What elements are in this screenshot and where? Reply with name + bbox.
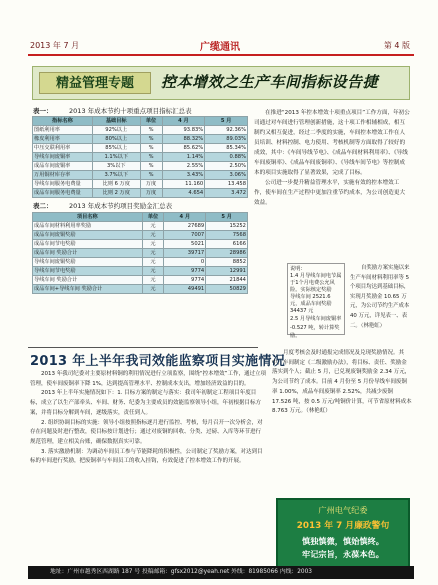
table-row xyxy=(33,285,248,294)
table-cell: 7568 xyxy=(206,231,248,240)
column-header: 单位 xyxy=(142,213,164,222)
table-cell: 7007 xyxy=(164,231,206,240)
topic-banner xyxy=(32,66,410,100)
table-cell: 成品车间+导线车间 奖励合计 xyxy=(33,285,143,294)
table-cell: 元 xyxy=(142,249,164,258)
table-cell: 3%以下 xyxy=(92,162,140,171)
table-cell: 成品车间节电奖励 xyxy=(33,240,143,249)
table-cell: 比则 2 万度 xyxy=(92,189,140,198)
table-cell: 5021 xyxy=(164,240,206,249)
table-cell: % xyxy=(140,171,162,180)
table-cell: 85.34% xyxy=(205,144,248,153)
table2-caption-prefix: 表二： xyxy=(33,202,53,210)
table-cell: 成品车间服务电费量 xyxy=(33,189,93,198)
table1-caption-text: 2013 年成本节约十项重点项目指标汇总表 xyxy=(69,107,192,115)
table-row xyxy=(33,267,248,276)
table-row xyxy=(33,276,248,285)
table-cell: 成品车间废铜奖励 xyxy=(33,231,143,240)
indicator-summary-table xyxy=(32,116,248,198)
table-header-row xyxy=(33,117,248,126)
table2-caption-text: 2013 年成本节约项目奖励金汇总表 xyxy=(69,202,173,210)
table-row xyxy=(33,240,248,249)
table-cell: 21844 xyxy=(206,276,248,285)
table-cell: 85.62% xyxy=(162,144,205,153)
reward-result-text xyxy=(350,264,412,338)
table-cell: 3.43% xyxy=(162,171,205,180)
table-cell: 导线车间废铜率 xyxy=(33,153,93,162)
issue-date: 2013 年 7 月 xyxy=(30,41,80,50)
page-number: 第 4 版 xyxy=(383,41,410,50)
promo-line: 牢记宗旨，永葆本色。 xyxy=(302,549,384,559)
table-row xyxy=(33,189,248,198)
table-cell: 13.458 xyxy=(205,180,248,189)
table-cell: 93.83% xyxy=(162,126,205,135)
note-line: 2.5 月导线车间废铜率 xyxy=(290,316,342,323)
table-cell: 27689 xyxy=(164,222,206,231)
table-cell: 9774 xyxy=(164,276,206,285)
table-cell: 28986 xyxy=(206,249,248,258)
table-cell: 3.472 xyxy=(205,189,248,198)
table-row xyxy=(33,153,248,162)
table-row xyxy=(33,222,248,231)
header-rule xyxy=(28,54,414,56)
table-cell: 导线车间 奖励合计 xyxy=(33,276,143,285)
table-cell: 11.160 xyxy=(162,180,205,189)
table-cell: 万用铜材库存率 xyxy=(33,171,93,180)
table-cell: % xyxy=(140,126,162,135)
article-paragraph: 月度考核会及时通报完成情况及兑现奖励情况。其中，车间制定《二级激励办法》，将目标、责任、奖励金落实到个人；截止 5 月，已兑现废铜奖励金 2.34 万元，为公司节约了成本。目前 4 月份至 5 月份导线车间废铜率 1.00%，成品车间废铜率 2.52%，共减少废铜 17.526 吨，按 0.5 万元/吨铜价计算，可节省原材料成本 8.763 万元。（林艳虹） xyxy=(272,350,412,415)
table-cell: 成品车间废铜率 xyxy=(33,162,93,171)
column-header: 5 月 xyxy=(205,117,248,126)
column-header: 单位 xyxy=(140,117,162,126)
table-cell: % xyxy=(140,144,162,153)
table-cell: 0.88% xyxy=(205,153,248,162)
article-paragraph: 自奖励方案实施以来生产车间材料利用率等 5 个项目均达到基础目标，实现月奖励金 10.65 万元，为公司节约生产成本 40 万元，详见表一、表二。（林艳虹） xyxy=(350,265,410,329)
table-cell: 元 xyxy=(142,240,164,249)
column-header: 项目名称 xyxy=(33,213,143,222)
page-header xyxy=(30,38,410,52)
table-cell: 成品车间 奖励合计 xyxy=(33,249,143,258)
supervision-article xyxy=(30,370,266,562)
reward-summary-table xyxy=(32,212,248,294)
table2-caption xyxy=(33,201,172,210)
article-paragraph: 2. 组织协调目标的实施：领导小组按照指标逐月进行监控、考核，每月召开一次分析会，对存在问题及时进行整改，使目标按计划进行；通过对废铜的回收、分类、过磅、入库等环节进行规范管理，建立相关台账，确保数据真实可靠。 xyxy=(30,419,263,445)
table-row xyxy=(33,171,248,180)
newsletter-title: 广缆通讯 xyxy=(200,42,240,53)
promo-line: 慎独慎微，慎始慎终。 xyxy=(302,536,384,546)
table-cell: 万度 xyxy=(140,189,162,198)
table-row xyxy=(33,231,248,240)
table-cell: 15252 xyxy=(206,222,248,231)
table-cell: 元 xyxy=(142,285,164,294)
table-cell: 元 xyxy=(142,231,164,240)
table-row xyxy=(33,135,248,144)
table-cell: 元 xyxy=(142,222,164,231)
table-cell: 2.55% xyxy=(162,162,205,171)
banner-headline: 控本增效之生产车间指标设告捷 xyxy=(161,73,379,91)
table-cell: 3.06% xyxy=(205,171,248,180)
table-cell: 比则 6 万度 xyxy=(92,180,140,189)
table-cell: 4.654 xyxy=(162,189,205,198)
table-cell: 2.50% xyxy=(205,162,248,171)
table-cell: 89.03% xyxy=(205,135,248,144)
section-rule xyxy=(28,347,258,348)
table-row xyxy=(33,144,248,153)
article-paragraph: 2013 年我司纪委对主要原材料铜的利用情况进行立项监察，围绕“控本增效”工作，通过立项管理，使车间废铜率下降 1%，达到提高管理水平、控制成本支出，增加经济效益的目的。 xyxy=(30,371,266,387)
table-row xyxy=(33,249,248,258)
column-header: 基础目标 xyxy=(92,117,140,126)
table-cell: 0 xyxy=(164,258,206,267)
column-header: 指标名称 xyxy=(33,117,93,126)
table-cell: 88.32% xyxy=(162,135,205,144)
table-cell: 导线车间节电奖励 xyxy=(33,267,143,276)
table-cell: 中压交联利用率 xyxy=(33,144,93,153)
table-cell: 85%以上 xyxy=(92,144,140,153)
table-header-row xyxy=(33,213,248,222)
supervision-article-continued xyxy=(272,349,412,491)
article-paragraph: 公司进一步提升精益管理水平，实施有效的控本增效工作，使车间在生产过程中更加注重节约成本，为公司创造更大效益。 xyxy=(254,180,406,206)
note-line: 说明： xyxy=(290,266,306,272)
table-cell: 1.1%以下 xyxy=(92,153,140,162)
table-row xyxy=(33,126,248,135)
table-cell: 元 xyxy=(142,267,164,276)
integrity-motto-box xyxy=(276,498,410,568)
project-summary-article xyxy=(254,108,410,256)
table-cell: 50829 xyxy=(206,285,248,294)
table-cell: 图纸利用率 xyxy=(33,126,93,135)
table-cell: % xyxy=(140,153,162,162)
note-line: 1.4 月导线车间电节属于1个月电费公允风险。实际核定奖励 xyxy=(290,273,342,294)
table-cell: 12991 xyxy=(206,267,248,276)
article-paragraph: 2013 年上半年实施情况如下：1. 目标方案的制定与落实：我司年初制定工程项目年度目标，成立了以生产部牵头、车间、财务、纪委为主要成员的效能监察领导小组，年初根据目标方案，并将目标分解到车间，逐级落实，责任到人。 xyxy=(30,390,262,416)
table-cell: 万度 xyxy=(140,180,162,189)
article-paragraph: 在推进“2013 年控本增效十项重点项目”工作方面，年初公司通过对车间进行管理创新措施，这十项工作相辅相成，相互制约又相互促进，经过二季度的实施，车间控本增效工作在人员培训、材料控制、电力使用、考核机制等方面取得了较好的成效，其中：《车间导线节电》、《成品车间材料利用率》、《导线车间废铜率》、《成品车间废铜率》、《导线车间节电》等控制成本的项目实施取得了显著效果，完成了目标。 xyxy=(254,110,410,176)
table-cell: 3.7%以下 xyxy=(92,171,140,180)
note-line: -0.527 吨，转计算奖励。 xyxy=(290,324,340,340)
column-header: 4 月 xyxy=(162,117,205,126)
table-cell: 橡皮利用率 xyxy=(33,135,93,144)
table-cell: 80%以上 xyxy=(92,135,140,144)
table-cell: % xyxy=(140,162,162,171)
table-cell: 导线车间服务电费量 xyxy=(33,180,93,189)
topic-label: 精益管理专题 xyxy=(39,72,151,94)
table-notes xyxy=(287,263,345,340)
table-cell: 元 xyxy=(142,258,164,267)
article-paragraph: 3. 落实激励机制：为调动车间员工参与节能降耗的积极性，公司制定了奖励方案，对达到目标的车间进行奖励，把废铜率与车间员工的收入挂钩，有效促进了控本增效工作的开展。 xyxy=(30,448,263,465)
promo-title: 广州电气纪委 xyxy=(318,505,368,515)
table-cell: % xyxy=(140,135,162,144)
table-cell: 39717 xyxy=(164,249,206,258)
table-row xyxy=(33,180,248,189)
table-cell: 92.36% xyxy=(205,126,248,135)
table-cell: 8852 xyxy=(206,258,248,267)
page-footer: 地址：广州市越秀区西湖路 187 号 投稿邮箱：gfsx2012@yeah.net 外线：81985066 内线：2003 xyxy=(28,566,414,579)
table-cell: 49491 xyxy=(164,285,206,294)
promo-subtitle: 2013 年 7 月廉政警句 xyxy=(296,521,390,531)
column-header: 5 月 xyxy=(206,213,248,222)
table1-caption-prefix: 表一： xyxy=(33,107,53,115)
table-cell: 成品车间材料利用率奖励 xyxy=(33,222,143,231)
table1-caption xyxy=(33,106,192,115)
table-cell: 元 xyxy=(142,276,164,285)
section-heading: 2013 年上半年我司效能监察项目实施情况 xyxy=(30,354,286,369)
table-cell: 92%以上 xyxy=(92,126,140,135)
table-cell: 导线车间废铜奖励 xyxy=(33,258,143,267)
table-row xyxy=(33,258,248,267)
table-row xyxy=(33,162,248,171)
note-line: 导线车间 2521.6 元，成品车间奖励 34437 元 xyxy=(290,294,332,315)
table-cell: 1.14% xyxy=(162,153,205,162)
column-header: 4 月 xyxy=(164,213,206,222)
table-cell: 6166 xyxy=(206,240,248,249)
table-cell: 9774 xyxy=(164,267,206,276)
